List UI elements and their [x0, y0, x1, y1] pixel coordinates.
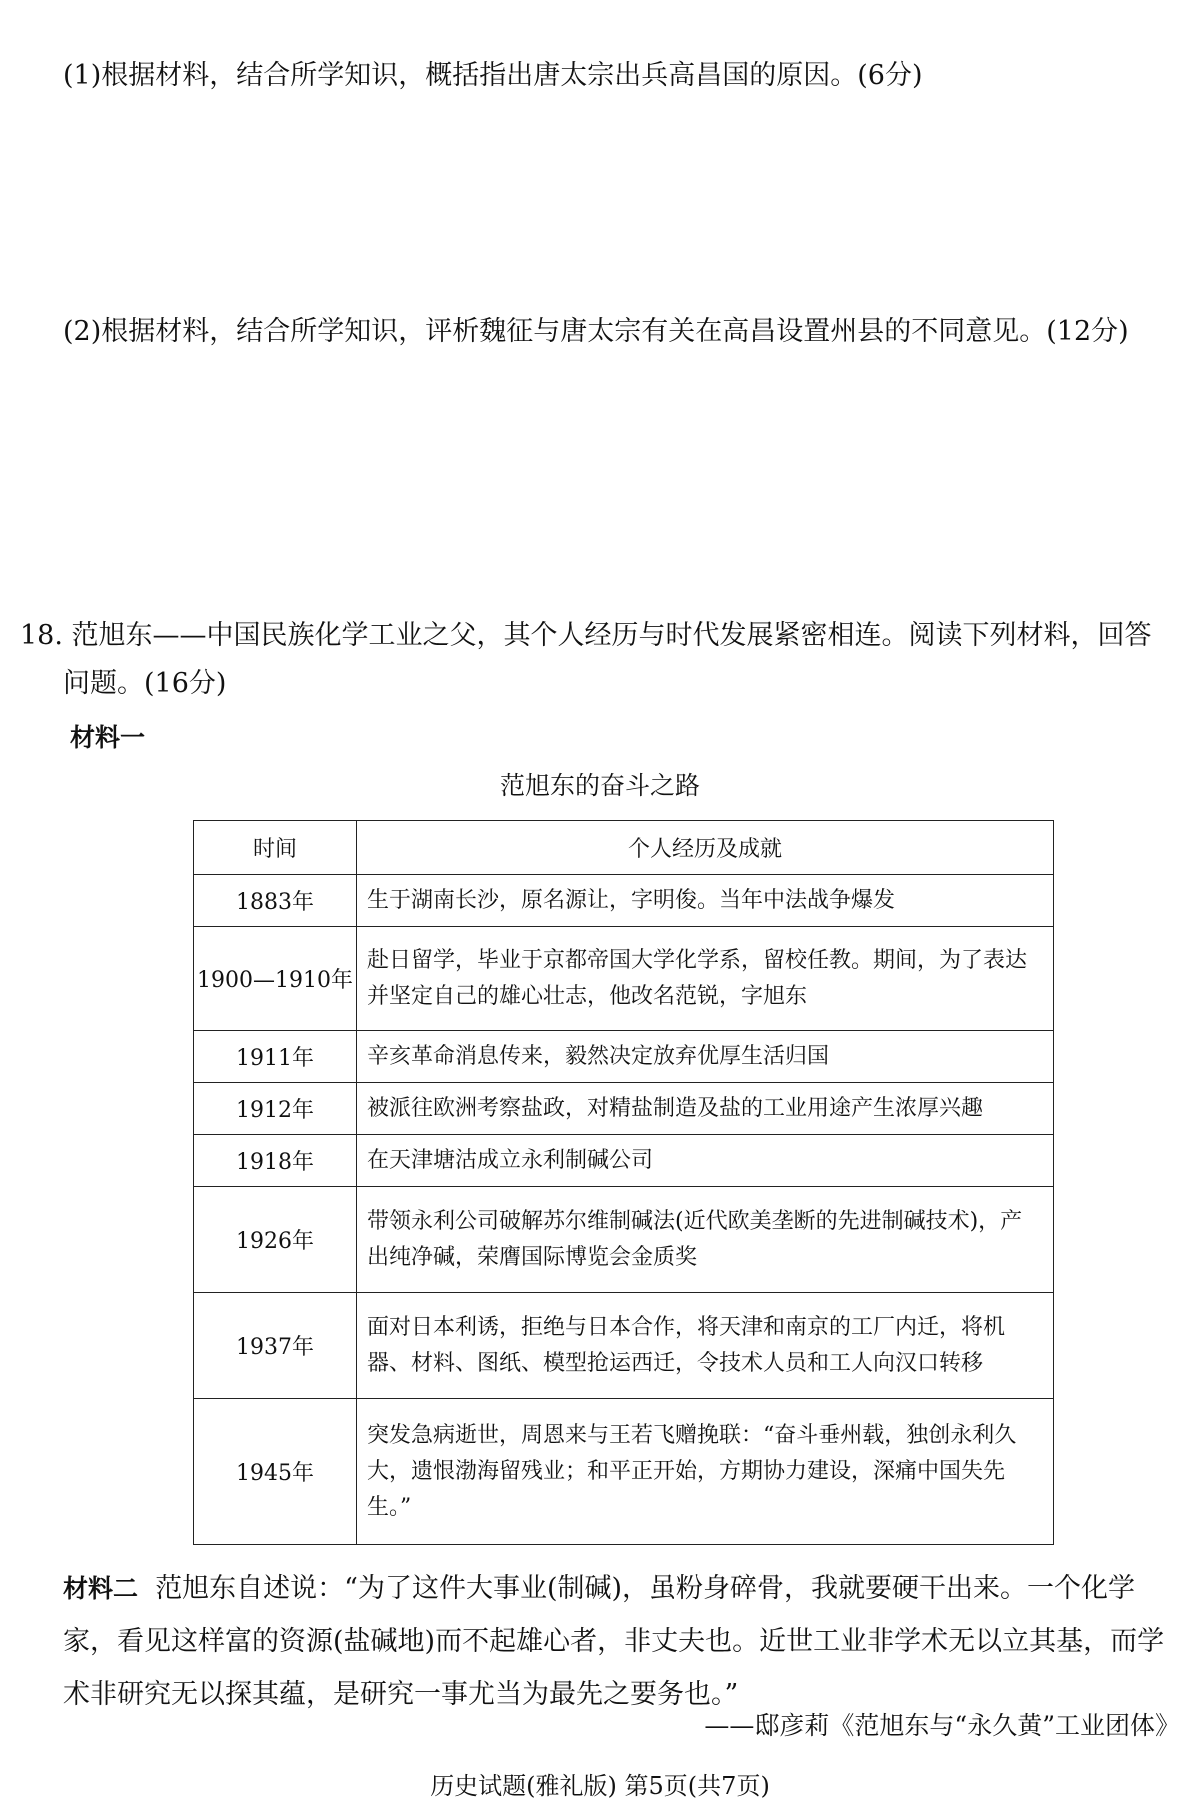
row-year: 1926年: [194, 1187, 357, 1293]
row-text: 突发急病逝世，周恩来与王若飞赠挽联：“奋斗垂州载，独创永利久大，遗恨渤海留残业；和平正开始，方期协力建设，深痛中国失先生。”: [357, 1399, 1054, 1545]
row-text: 赴日留学，毕业于京都帝国大学化学系，留校任教。期间，为了表达并坚定自己的雄心壮志，他改名范锐，字旭东: [357, 927, 1054, 1031]
row-year: 1912年: [194, 1083, 357, 1135]
table-row: [194, 1135, 1054, 1187]
row-year: 1900—1910年: [194, 927, 357, 1031]
table-title: 范旭东的奋斗之路: [499, 771, 700, 800]
material-2: [63, 1562, 1183, 1721]
table-row: [194, 927, 1054, 1031]
question-18-stem-line1: 18. 范旭东——中国民族化学工业之父，其个人经历与时代发展紧密相连。阅读下列材料，回答: [20, 620, 1152, 651]
question-18-stem-line2: 问题。(16分): [63, 668, 227, 699]
timeline-table: [193, 820, 1054, 1545]
row-year: 1883年: [194, 875, 357, 927]
row-year: 1937年: [194, 1293, 357, 1399]
row-text: 带领永利公司破解苏尔维制碱法(近代欧美垄断的先进制碱技术)，产出纯净碱，荣膺国际博览会金质奖: [357, 1187, 1054, 1293]
page-footer: 历史试题(雅礼版) 第5页(共7页): [430, 1772, 770, 1800]
row-text: 在天津塘沽成立永利制碱公司: [357, 1135, 1054, 1187]
table-row: [194, 1399, 1054, 1545]
header-experience: 个人经历及成就: [357, 821, 1054, 875]
material-1-label: 材料一: [70, 723, 146, 752]
table-row: [194, 1031, 1054, 1083]
material-2-source: ——邸彦莉《范旭东与“永久黄”工业团体》: [704, 1711, 1180, 1740]
question-1: (1)根据材料，结合所学知识，概括指出唐太宗出兵高昌国的原因。(6分): [63, 60, 923, 91]
material-2-text: 范旭东自述说：“为了这件大事业(制碱)，虽粉身碎骨，我就要硬干出来。一个化学家，看见这样富的资源(盐碱地)而不起雄心者，非丈夫也。近世工业非学术无以立其基，而学术非研究无以探其蕴，是研究一事尤当为最先之要务也。”: [63, 1573, 1165, 1710]
row-text: 面对日本利诱，拒绝与日本合作，将天津和南京的工厂内迁，将机器、材料、图纸、模型抢运西迁，令技术人员和工人向汉口转移: [357, 1293, 1054, 1399]
question-2: (2)根据材料，结合所学知识，评析魏征与唐太宗有关在高昌设置州县的不同意见。(12分): [63, 316, 1129, 347]
material-2-label: 材料二: [63, 1574, 139, 1603]
row-year: 1945年: [194, 1399, 357, 1545]
row-year: 1911年: [194, 1031, 357, 1083]
table-row: [194, 1083, 1054, 1135]
row-year: 1918年: [194, 1135, 357, 1187]
row-text: 生于湖南长沙，原名源让，字明俊。当年中法战争爆发: [357, 875, 1054, 927]
header-time: 时间: [194, 821, 357, 875]
table-row: [194, 875, 1054, 927]
row-text: 辛亥革命消息传来，毅然决定放弃优厚生活归国: [357, 1031, 1054, 1083]
table-header-row: [194, 821, 1054, 875]
row-text: 被派往欧洲考察盐政，对精盐制造及盐的工业用途产生浓厚兴趣: [357, 1083, 1054, 1135]
table-row: [194, 1187, 1054, 1293]
table-row: [194, 1293, 1054, 1399]
